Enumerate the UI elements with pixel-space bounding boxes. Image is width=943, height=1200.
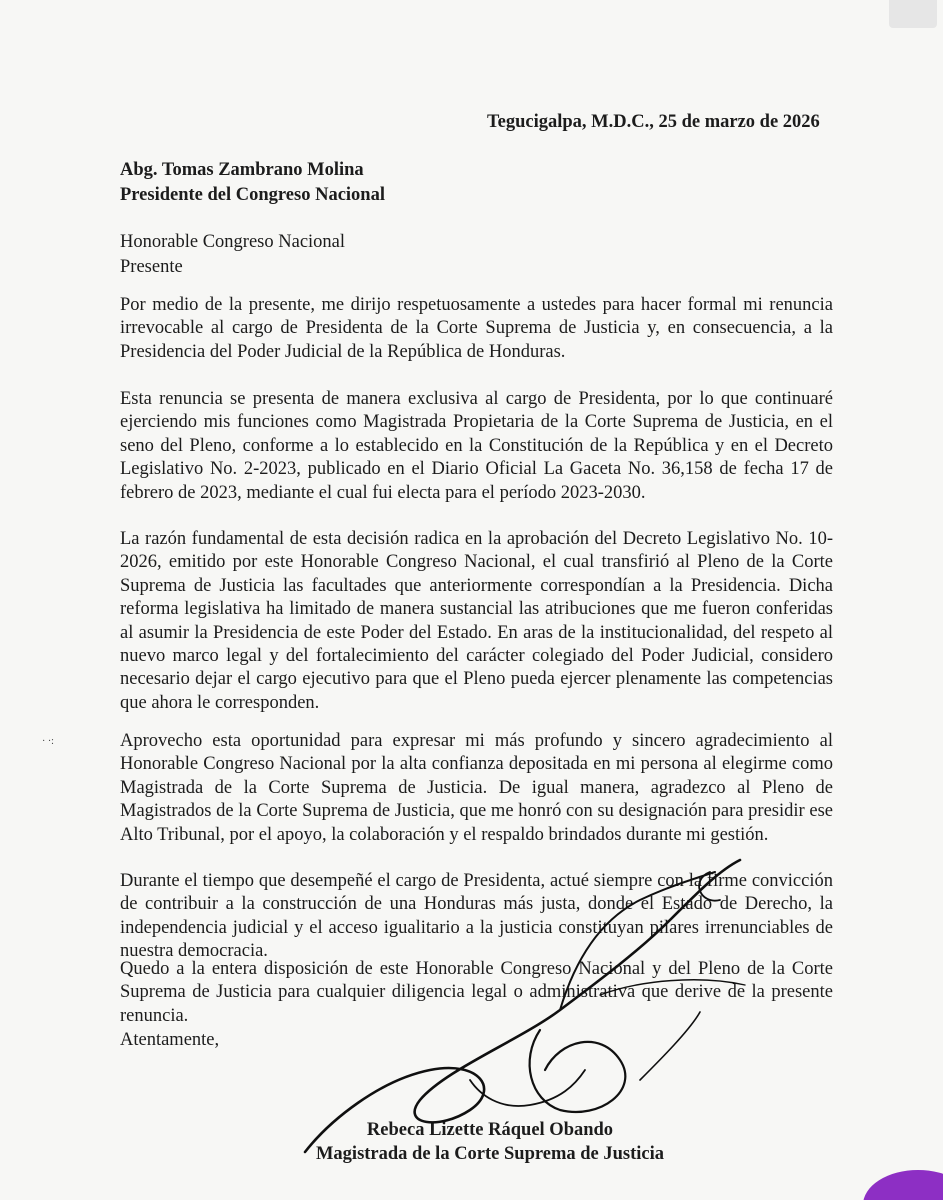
- salutation-block: [120, 230, 345, 280]
- stray-ink-mark: · ·:: [42, 736, 54, 747]
- paragraph-1: Por medio de la presente, me dirijo respetuosamente a ustedes para hacer formal mi renuncia irrevocable al cargo de Presidenta de la Corte Suprema de Justicia y, en consecuencia, a la Presidencia del Poder Judicial de la República de Honduras.: [120, 295, 833, 362]
- addressee-name: Abg. Tomas Zambrano Molina: [120, 160, 364, 180]
- paragraph-2: Esta renuncia se presenta de manera exclusiva al cargo de Presidenta, por lo que continuaré ejerciendo mis funciones como Magistrada Propietaria de la Corte Suprema de Justicia, en el seno del Pleno, conforme a lo establecido en la Constitución de la República y en el Decreto Legislativo No. 2-2023, publicado en el Diario Oficial La Gaceta No. 36,158 de fecha 17 de febrero de 2023, mediante el cual fui electa para el período 2023-2030.: [120, 389, 833, 503]
- closing: Atentamente,: [120, 1030, 220, 1050]
- signature-stroke-loop: [530, 1030, 626, 1112]
- paragraph-4: Aprovecho esta oportunidad para expresar mi más profundo y sincero agradecimiento al Honorable Congreso Nacional por la alta confianza depositada en mi persona al elegirme como Magistrada de la Corte Suprema de Justicia. De igual manera, agradezco al Pleno de Magistrados de la Corte Suprema de Justicia, que me honró con su designación para presidir ese Alto Tribunal, por el apoyo, la colaboración y el respaldo brindados durante mi gestión.: [120, 731, 833, 845]
- scan-edge-mark: [889, 0, 937, 28]
- paragraph-3: La razón fundamental de esta decisión radica en la aprobación del Decreto Legislativo No. 10-2026, emitido por este Honorable Congreso Nacional, el cual transfirió al Pleno de la Corte Suprema de Justicia las facultades que anteriormente correspondían a la Presidencia. Dicha reforma legislativa ha limitado de manera sustancial las atribuciones que me fueron conferidas al asumir la Presidencia de este Poder del Estado. En aras de la institucionalidad, del respeto al nuevo marco legal y del fortalecimiento del carácter colegiado del Poder Judicial, considero necesario dejar el cargo ejecutivo para que el Pleno pueda ejercer plenamente las competencias que ahora le corresponden.: [120, 529, 833, 713]
- paragraph-5: Durante el tiempo que desempeñé el cargo de Presidenta, actué siempre con la firme convicción de contribuir a la construcción de una Honduras más justa, donde el Estado de Derecho, la independencia judicial y el acceso igualitario a la justicia constituyan pilares irrenunciables de nuestra democracia.: [120, 871, 833, 962]
- signature-stroke-flourish: [470, 1070, 585, 1106]
- paragraph-6: Quedo a la entera disposición de este Honorable Congreso Nacional y del Pleno de la Corte Suprema de Justicia para cualquier diligencia legal o administrativa que derive de la presente renuncia.: [120, 959, 833, 1026]
- corner-purple-overlay: [863, 1170, 943, 1200]
- addressee-title: Presidente del Congreso Nacional: [120, 185, 385, 205]
- salutation-line-2: Presente: [120, 257, 183, 277]
- addressee-block: [120, 158, 385, 208]
- signatory-title: Magistrada de la Corte Suprema de Justicia: [315, 1144, 665, 1164]
- signatory-name: Rebeca Lizette Ráquel Obando: [366, 1120, 614, 1140]
- salutation-line-1: Honorable Congreso Nacional: [120, 232, 346, 252]
- signature-block: [300, 1118, 680, 1166]
- place-date: Tegucigalpa, M.D.C., 25 de marzo de 2026: [487, 112, 820, 132]
